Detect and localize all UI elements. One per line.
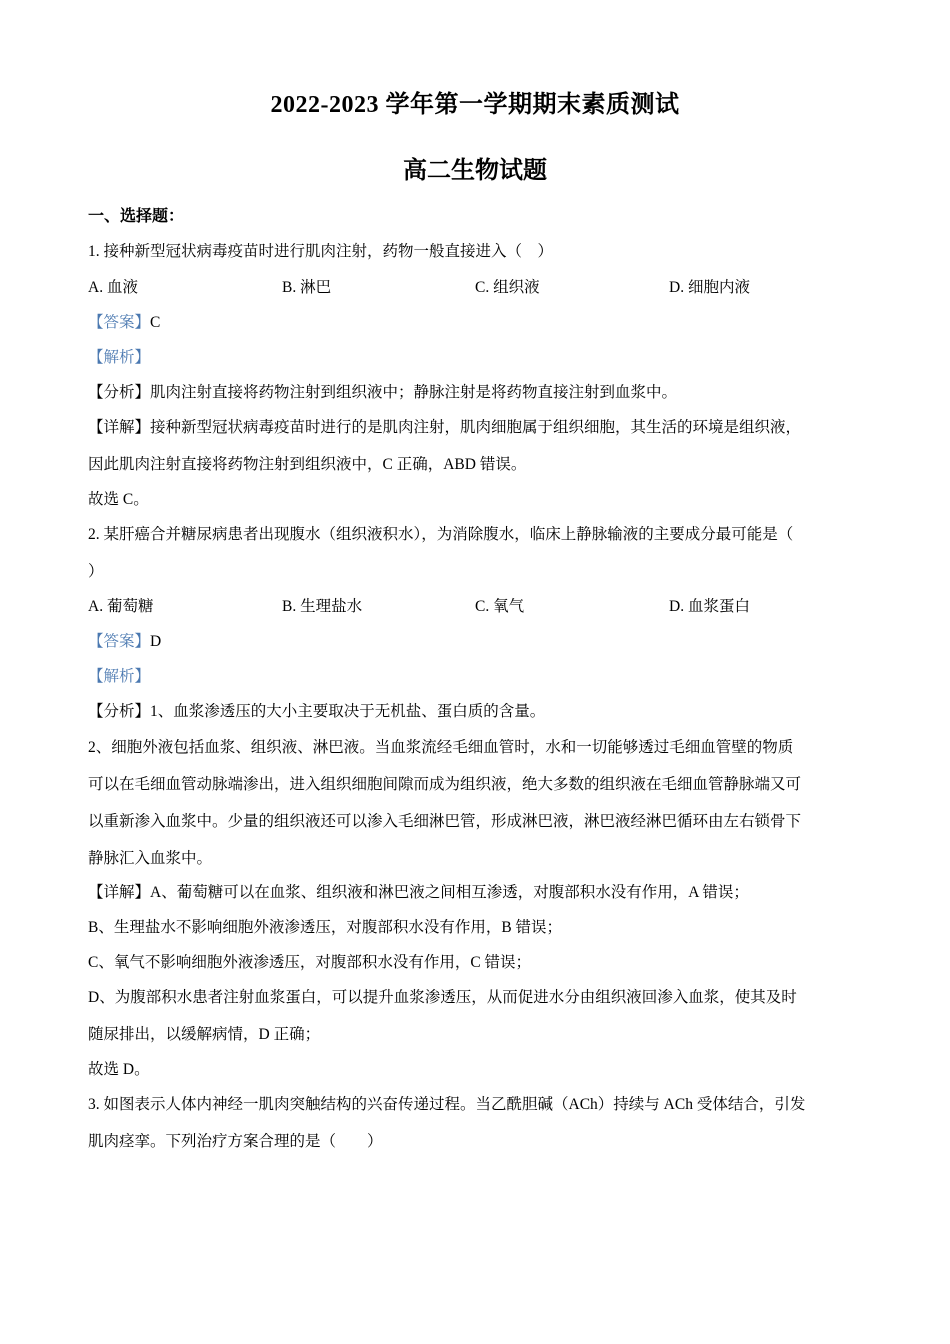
question-2-body-line: 故选 D。 [88, 1061, 150, 1078]
question-1-option-d: D. 细胞内液 [669, 279, 750, 296]
question-3-stem: 3. 如图表示人体内神经一肌肉突触结构的兴奋传递过程。当乙酰胆碱（ACh）持续与 ACh 受体结合，引发 [88, 1096, 806, 1113]
question-1-option-b: B. 淋巴 [282, 279, 332, 296]
question-2-stem: 2. 某肝癌合并糖尿病患者出现腹水（组织液积水），为消除腹水，临床上静脉输液的主要成分最可能是（ [88, 526, 794, 543]
question-2-answer [88, 632, 161, 652]
question-2-stem: ） [88, 563, 104, 580]
question-1-stem: 1. 接种新型冠状病毒疫苗时进行肌肉注射，药物一般直接进入（ ） [88, 243, 554, 260]
question-1-answer [88, 313, 160, 333]
question-2-option-a: A. 葡萄糖 [88, 598, 154, 615]
question-1-option-c: C. 组织液 [475, 279, 540, 296]
answer-label: 【答案】 [88, 314, 151, 331]
section-heading: 一、选择题： [88, 208, 185, 225]
question-1-body-line: 因此肌肉注射直接将药物注射到组织液中，C 正确，ABD 错误。 [88, 456, 527, 473]
question-3-stem: 肌肉痉挛。下列治疗方案合理的是（ ） [88, 1133, 383, 1150]
question-2-body-line: 可以在毛细血管动脉端渗出，进入组织细胞间隙而成为组织液，绝大多数的组织液在毛细血管静脉端又可 [88, 776, 802, 793]
document-subtitle: 高二生物试题 [403, 158, 547, 184]
question-2-body-line: C、氧气不影响细胞外液渗透压，对腹部积水没有作用，C 错误； [88, 954, 532, 971]
question-1-body-line: 故选 C。 [88, 491, 149, 508]
question-2-option-d: D. 血浆蛋白 [669, 598, 750, 615]
question-2-body-line: 【详解】A、葡萄糖可以在血浆、组织液和淋巴液之间相互渗透，对腹部积水没有作用，A 错误； [88, 884, 749, 901]
question-2-body-line: 随尿排出，以缓解病情，D 正确； [88, 1026, 321, 1043]
document-title: 2022-2023 学年第一学期期末素质测试 [270, 92, 680, 118]
question-2-body-line: 以重新渗入血浆中。少量的组织液还可以渗入毛细淋巴管，形成淋巴液，淋巴液经淋巴循环由左右锁骨下 [88, 813, 802, 830]
question-2-option-c: C. 氧气 [475, 598, 525, 615]
question-1-body-line: 【分析】肌肉注射直接将药物注射到组织液中；静脉注射是将药物直接注射到血浆中。 [88, 384, 678, 401]
question-2-body-line: B、生理盐水不影响细胞外液渗透压，对腹部积水没有作用，B 错误； [88, 919, 563, 936]
question-2-body-line: 2、细胞外液包括血浆、组织液、淋巴液。当血浆流经毛细血管时，水和一切能够透过毛细血管壁的物质 [88, 739, 794, 756]
question-1-option-a: A. 血液 [88, 279, 138, 296]
answer-label: 【答案】 [88, 633, 151, 650]
answer-value: C [150, 314, 161, 331]
question-2-option-b: B. 生理盐水 [282, 598, 363, 615]
answer-value: D [150, 633, 162, 650]
question-2-analysis-label: 【解析】 [88, 668, 151, 685]
question-2-body-line: 【分析】1、血浆渗透压的大小主要取决于无机盐、蛋白质的含量。 [88, 703, 546, 720]
question-2-body-line: 静脉汇入血浆中。 [88, 850, 213, 867]
question-1-analysis-label: 【解析】 [88, 349, 151, 366]
question-1-body-line: 【详解】接种新型冠状病毒疫苗时进行的是肌肉注射，肌肉细胞属于组织细胞，其生活的环境是组织液， [88, 419, 802, 436]
question-2-body-line: D、为腹部积水患者注射血浆蛋白，可以提升血浆渗透压，从而促进水分由组织液回渗入血浆，使其及时 [88, 989, 797, 1006]
